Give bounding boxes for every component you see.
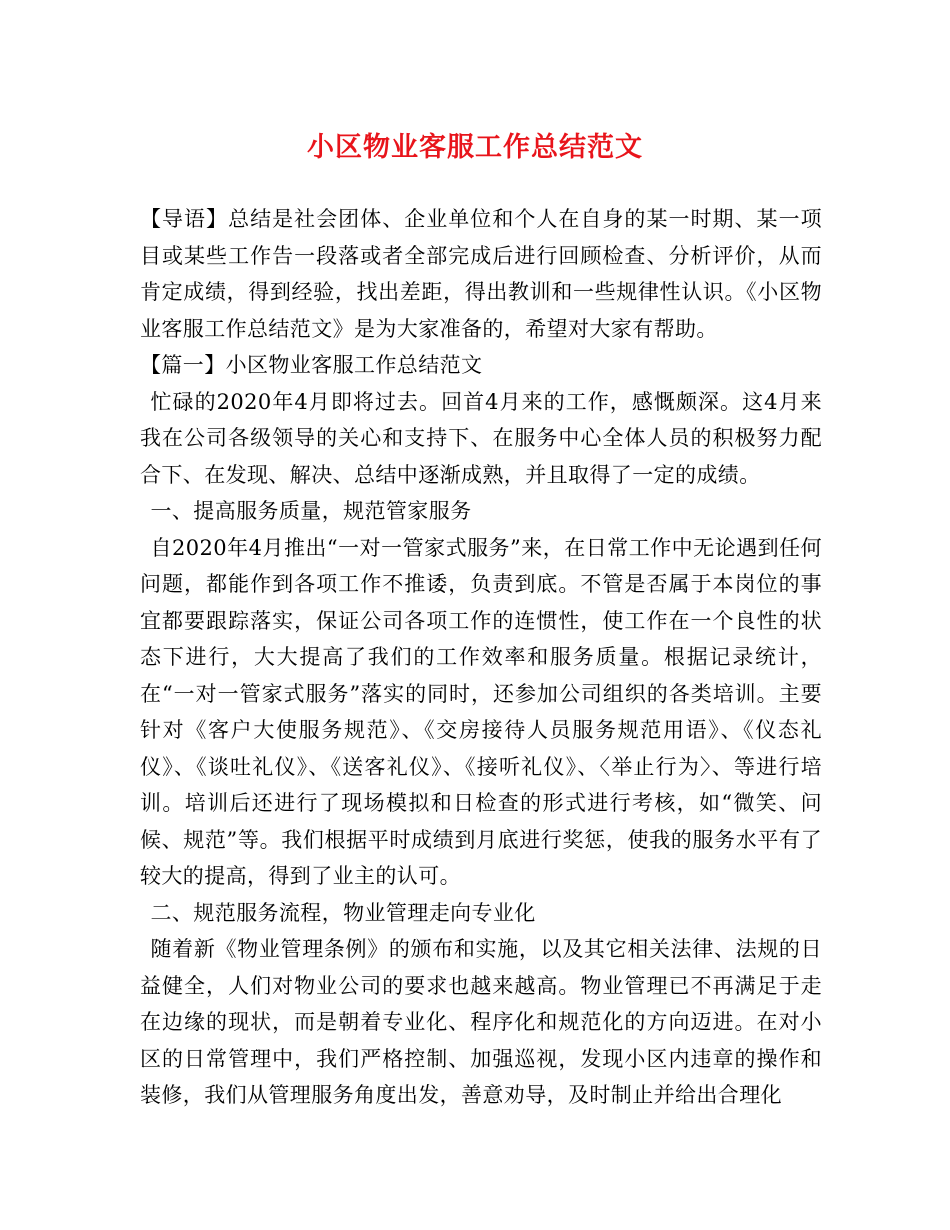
subsection-heading: 二、规范服务流程，物业管理走向专业化 (150, 900, 536, 925)
section-heading: 【篇一】小区物业客服工作总结范文 (140, 353, 483, 377)
intro-paragraph: 【导语】总结是社会团体、企业单位和个人在自身的某一时期、某一项目或某些工作告一段落或者全部完成后进行回顾检查、分析评价，从而肯定成绩，得到经验，找出差距，得出教训和一些规律性认识。《小区物业客服工作总结范文》是为大家准备的，希望对大家有帮助。 (140, 207, 822, 341)
body-paragraph: 自2020年4月推出“一对一管家式服务”来，在日常工作中无论遇到任何问题，都能作到各项工作不推诿，负责到底。不管是否属于本岗位的事宜都要跟踪落实，保证公司各项工作的连惯性，使工作在一个良性的状态下进行，大大提高了我们的工作效率和服务质量。根据记录统计，在“一对一管家式服务”落实的同时，还参加公司组织的各类培训。主要针对《客户大使服务规范》、《交房接待人员服务规范用语》、《仪态礼仪》、《谈吐礼仪》、《送客礼仪》、《接听礼仪》、〈举止行为〉、等进行培训。培训后还进行了现场模拟和日检查的形式进行考核，如“微笑、问候、规范”等。我们根据平时成绩到月底进行奖惩，使我的服务水平有了较大的提高，得到了业主的认可。 (140, 535, 822, 888)
body-paragraph: 忙碌的2020年4月即将过去。回首4月来的工作，感慨颇深。这4月来我在公司各级领导的关心和支持下、在服务中心全体人员的积极努力配合下、在发现、解决、总结中逐渐成熟，并且取得了一定的成绩。 (140, 389, 822, 487)
body-paragraph: 随着新《物业管理条例》的颁布和实施，以及其它相关法律、法规的日益健全，人们对物业公司的要求也越来越高。物业管理已不再满足于走在边缘的现状，而是朝着专业化、程序化和规范化的方向迈进。在对小区的日常管理中，我们严格控制、加强巡视，发现小区内违章的操作和装修，我们从管理服务角度出发，善意劝导，及时制止并给出合理化 (140, 937, 822, 1107)
document-body (140, 201, 822, 1114)
subsection-heading: 一、提高服务质量，规范管家服务 (150, 499, 472, 523)
document-title: 小区物业客服工作总结范文 (307, 132, 643, 163)
